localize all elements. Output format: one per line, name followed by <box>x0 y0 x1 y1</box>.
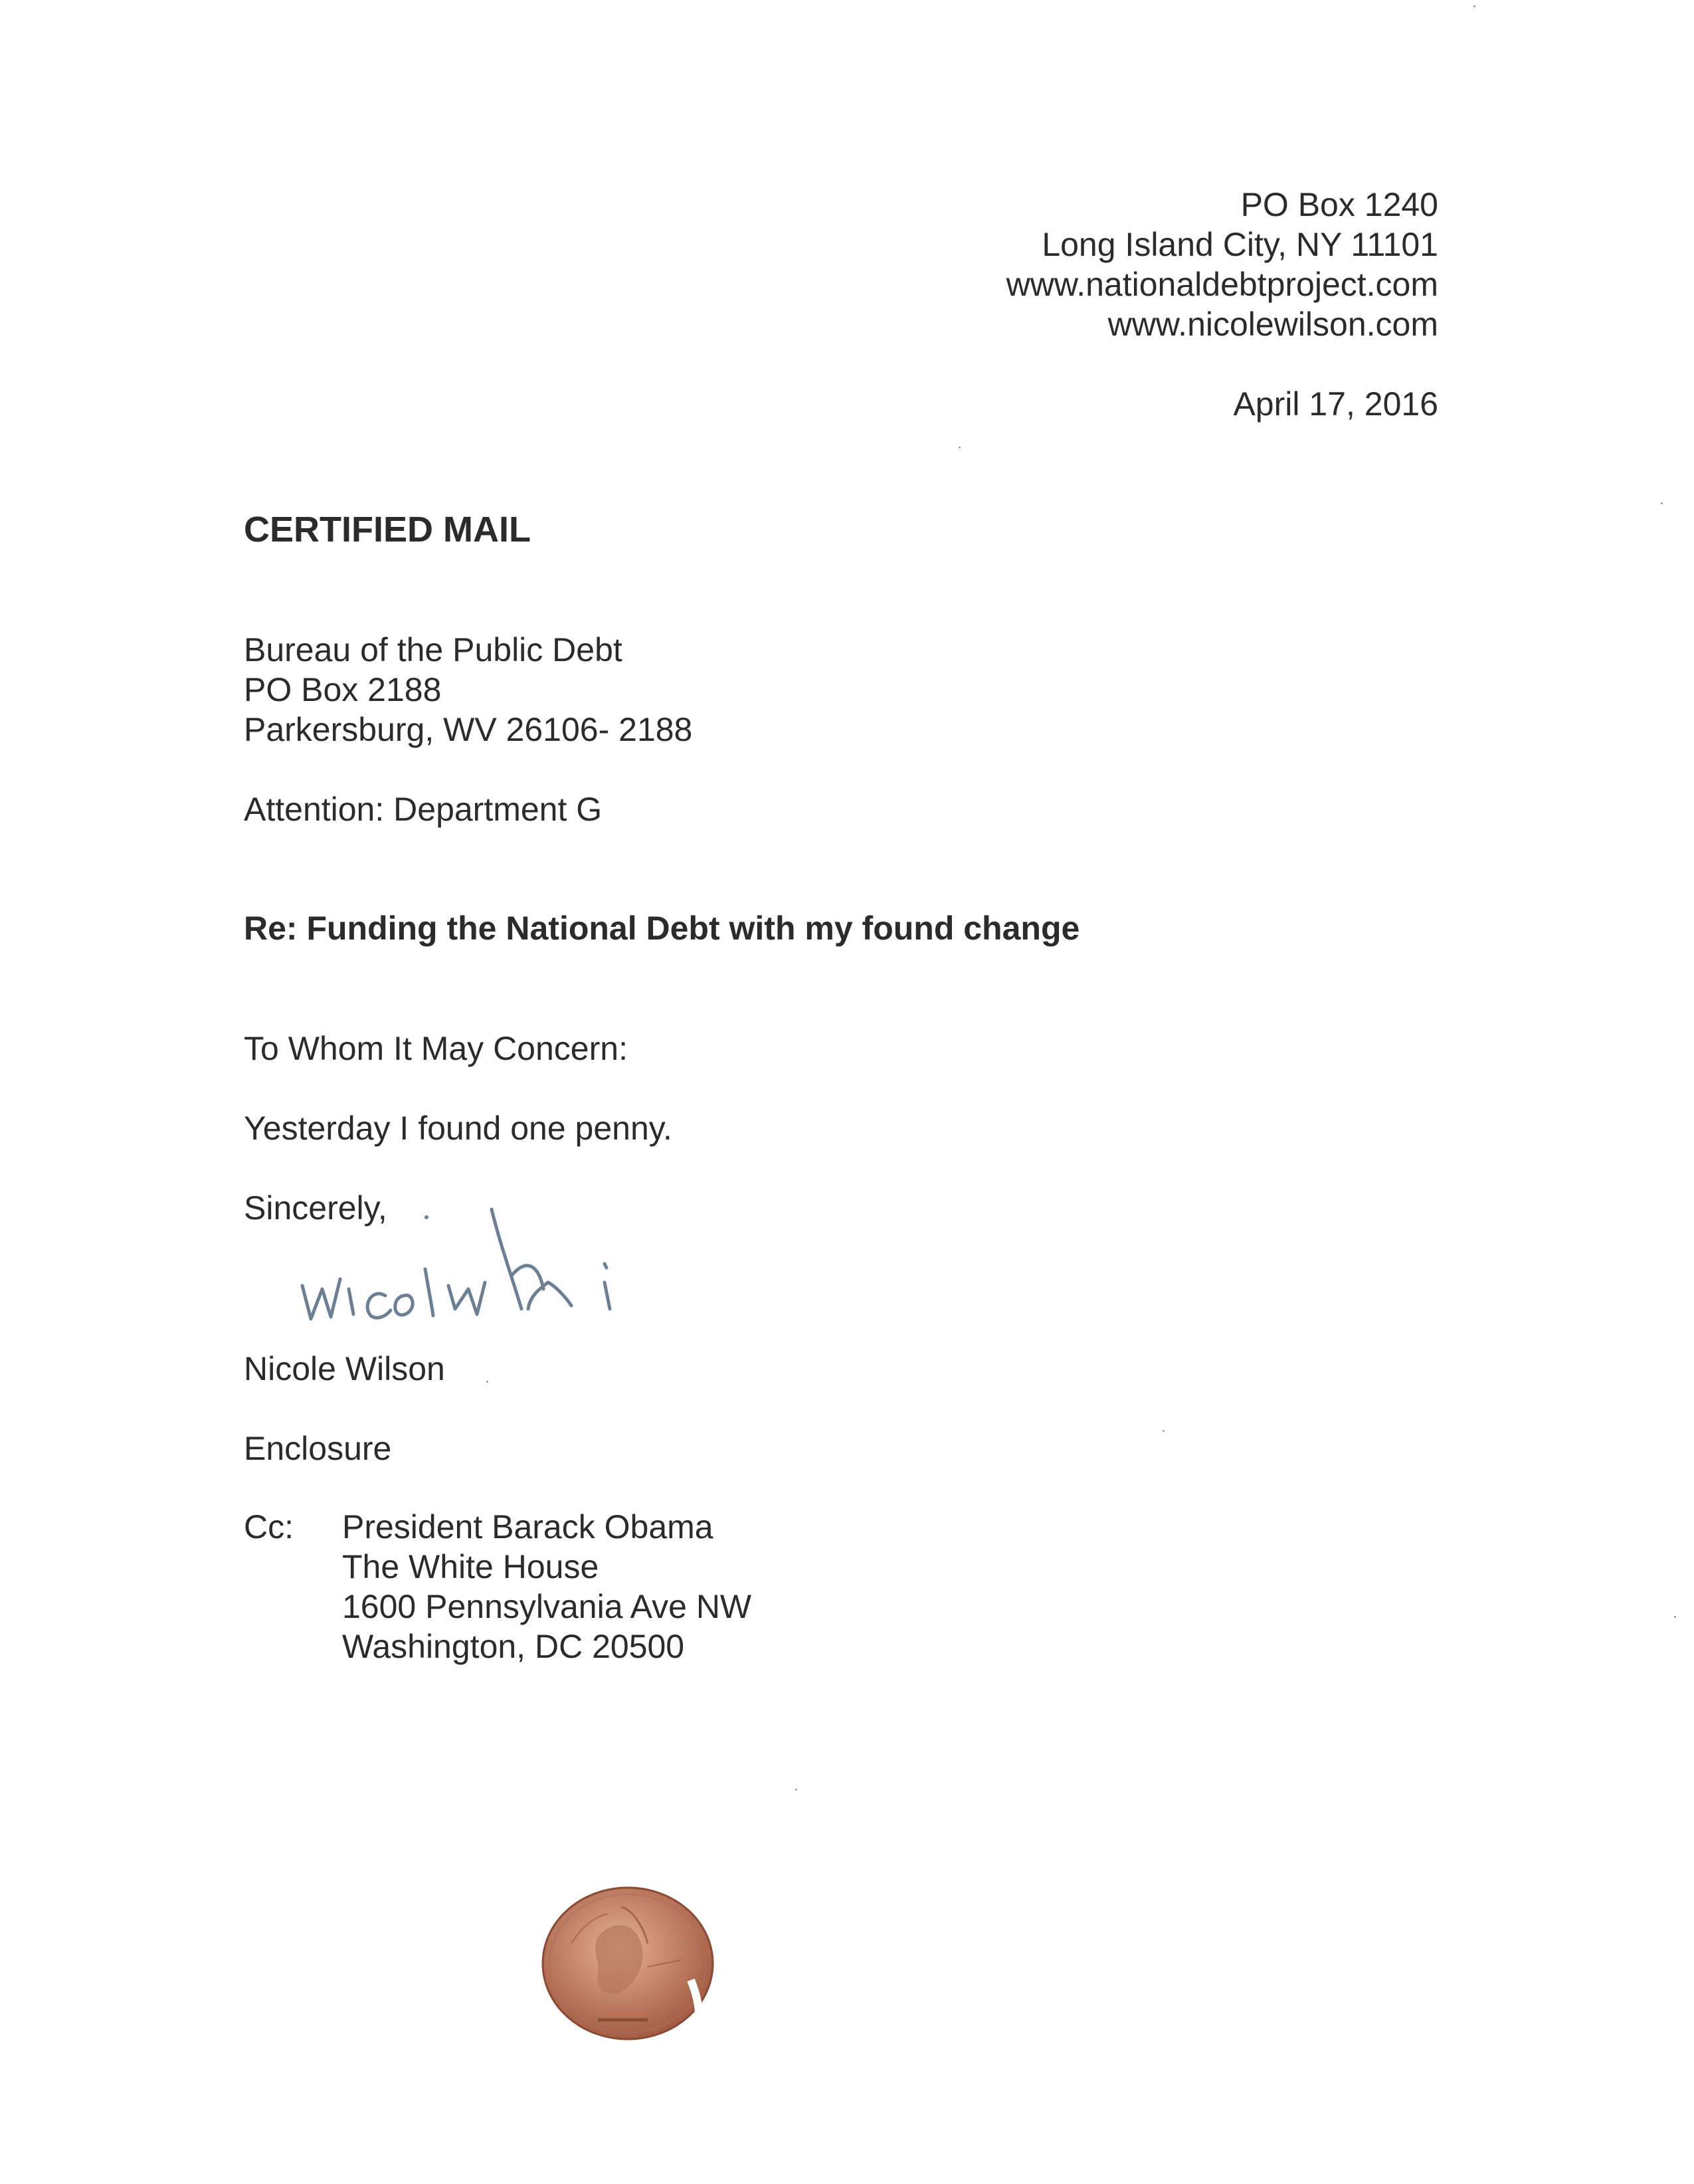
cc-org: The White House <box>342 1548 599 1585</box>
scan-speck <box>1163 1430 1165 1432</box>
letter-date: April 17, 2016 <box>1233 385 1438 423</box>
cc-city: Washington, DC 20500 <box>342 1628 685 1665</box>
closing: Sincerely, <box>244 1189 387 1227</box>
recipient-address <box>244 630 692 749</box>
cc-name: President Barack Obama <box>342 1508 713 1545</box>
sender-website-1: www.nationaldebtproject.com <box>1006 266 1438 303</box>
signature-image <box>292 1196 691 1336</box>
scan-speck <box>795 1789 797 1791</box>
recipient-name: Bureau of the Public Debt <box>244 631 622 668</box>
subject-line: Re: Funding the National Debt with my found change <box>244 910 1080 947</box>
sender-address <box>1006 185 1438 344</box>
salutation: To Whom It May Concern: <box>244 1030 628 1067</box>
cc-street: 1600 Pennsylvania Ave NW <box>342 1588 752 1625</box>
attention-line: Attention: Department G <box>244 791 603 828</box>
scan-speck <box>1473 5 1475 7</box>
certified-mail-heading: CERTIFIED MAIL <box>244 510 531 549</box>
cc-recipient <box>342 1507 751 1666</box>
signer-name: Nicole Wilson <box>244 1350 445 1387</box>
scan-speck <box>1674 1616 1676 1618</box>
recipient-city: Parkersburg, WV 26106- 2188 <box>244 711 693 748</box>
sender-city: Long Island City, NY 11101 <box>1042 226 1438 263</box>
enclosure-line: Enclosure <box>244 1430 392 1467</box>
letter-body: Yesterday I found one penny. <box>244 1110 672 1147</box>
sender-po-box: PO Box 1240 <box>1240 186 1438 223</box>
scan-speck <box>959 447 961 448</box>
penny-coin-icon <box>535 1880 721 2043</box>
scan-speck <box>1661 502 1663 504</box>
sender-website-2: www.nicolewilson.com <box>1107 306 1438 343</box>
scan-speck <box>486 1381 488 1383</box>
recipient-po-box: PO Box 2188 <box>244 671 442 708</box>
cc-label: Cc: <box>244 1508 294 1545</box>
